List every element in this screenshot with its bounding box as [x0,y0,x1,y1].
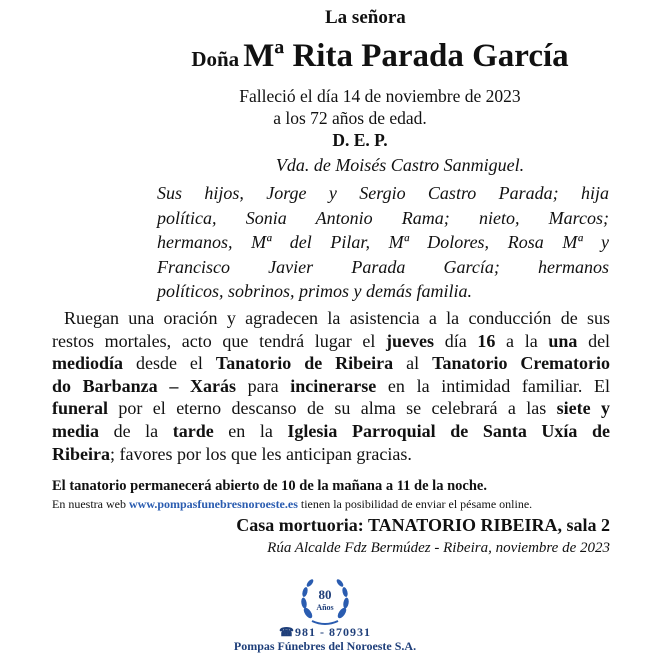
ceremony-line: Ribeira; favores por los que les anticipan gracias. [52,443,412,464]
funeral-home-name: TANATORIO RIBEIRA [367,515,558,535]
name-prefix: Doña [191,47,240,71]
death-date-line: Falleció el día 14 de noviembre de 2023 [239,86,521,106]
family-line: Sus hijos, Jorge y Sergio Castro Parada; hija [157,183,609,203]
origin-venue: Tanatorio de Ribeira [215,353,394,374]
ceremony-line: funeral por el eterno descanso de su alma se celebrará a las siete y [52,398,611,419]
phone-number: 981 - 870931 [294,625,371,639]
widow-line: Vda. de Moisés Castro Sanmiguel. [275,155,525,175]
family-line: políticos, sobrinos, primos y demás familia. [157,281,473,302]
funeral-home-line: Casa mortuoria: TANATORIO RIBEIRA, sala 2 [236,515,610,535]
family-line: hermanos, Mª del Pilar, Mª Dolores, Rosa Mª y [157,232,609,253]
deceased-name: Mª Rita Parada García [243,38,569,74]
ceremony-line: do Barbanza – Xarás para incinerarse en la intimidad familiar. El [52,375,610,396]
ceremony-line: Ruegan una oración y agradecen la asistencia a la conducción de sus [64,308,610,328]
church: Iglesia Parroquial de Santa Uxía de [287,420,610,441]
phone-icon: ☎ [279,625,295,639]
ceremony-line: mediodía desde el Tanatorio de Ribeira al Tanatorio Crematorio [52,353,611,374]
anniversary-laurel-logo [298,575,352,627]
rip-line: D. E. P. [332,130,388,150]
logo-text: Años [316,603,334,612]
company-name: Pompas Fúnebres del Noroeste S.A. [233,639,417,653]
website-link[interactable]: www.pompasfunebresnoroeste.es [128,497,298,511]
day-name: jueves [386,330,435,351]
ceremony-line: media de la tarde en la Iglesia Parroquial de Santa Uxía de [52,420,610,441]
destination-venue: Tanatorio Crematorio [432,353,611,374]
hour: una [548,330,578,351]
ceremony-paragraph [52,307,610,465]
web-condolence-line: En nuestra web www.pompasfunebresnoroeste.es tienen la posibilidad de enviar el pésame online. [52,497,533,511]
place-date-line: Rúa Alcalde Fdz Bermúdez - Ribeira, noviembre de 2023 [267,540,610,556]
day-number: 16 [477,330,496,351]
logo-number: 80 [318,587,332,602]
title-line: La señora [325,7,406,28]
age-line: a los 72 años de edad. [273,108,427,128]
opening-hours: El tanatorio permanecerá abierto de 10 de la mañana a 11 de la noche. [52,478,487,494]
phone-line [250,625,400,640]
deceased-name-line [140,38,620,75]
family-line: Francisco Javier Parada García; hermanos [157,256,609,277]
ceremony-line: restos mortales, acto que tendrá lugar el jueves día 16 a la una del [52,330,611,351]
family-paragraph [157,181,609,304]
family-line: política, Sonia Antonio Rama; nieto, Marcos; [157,207,609,228]
